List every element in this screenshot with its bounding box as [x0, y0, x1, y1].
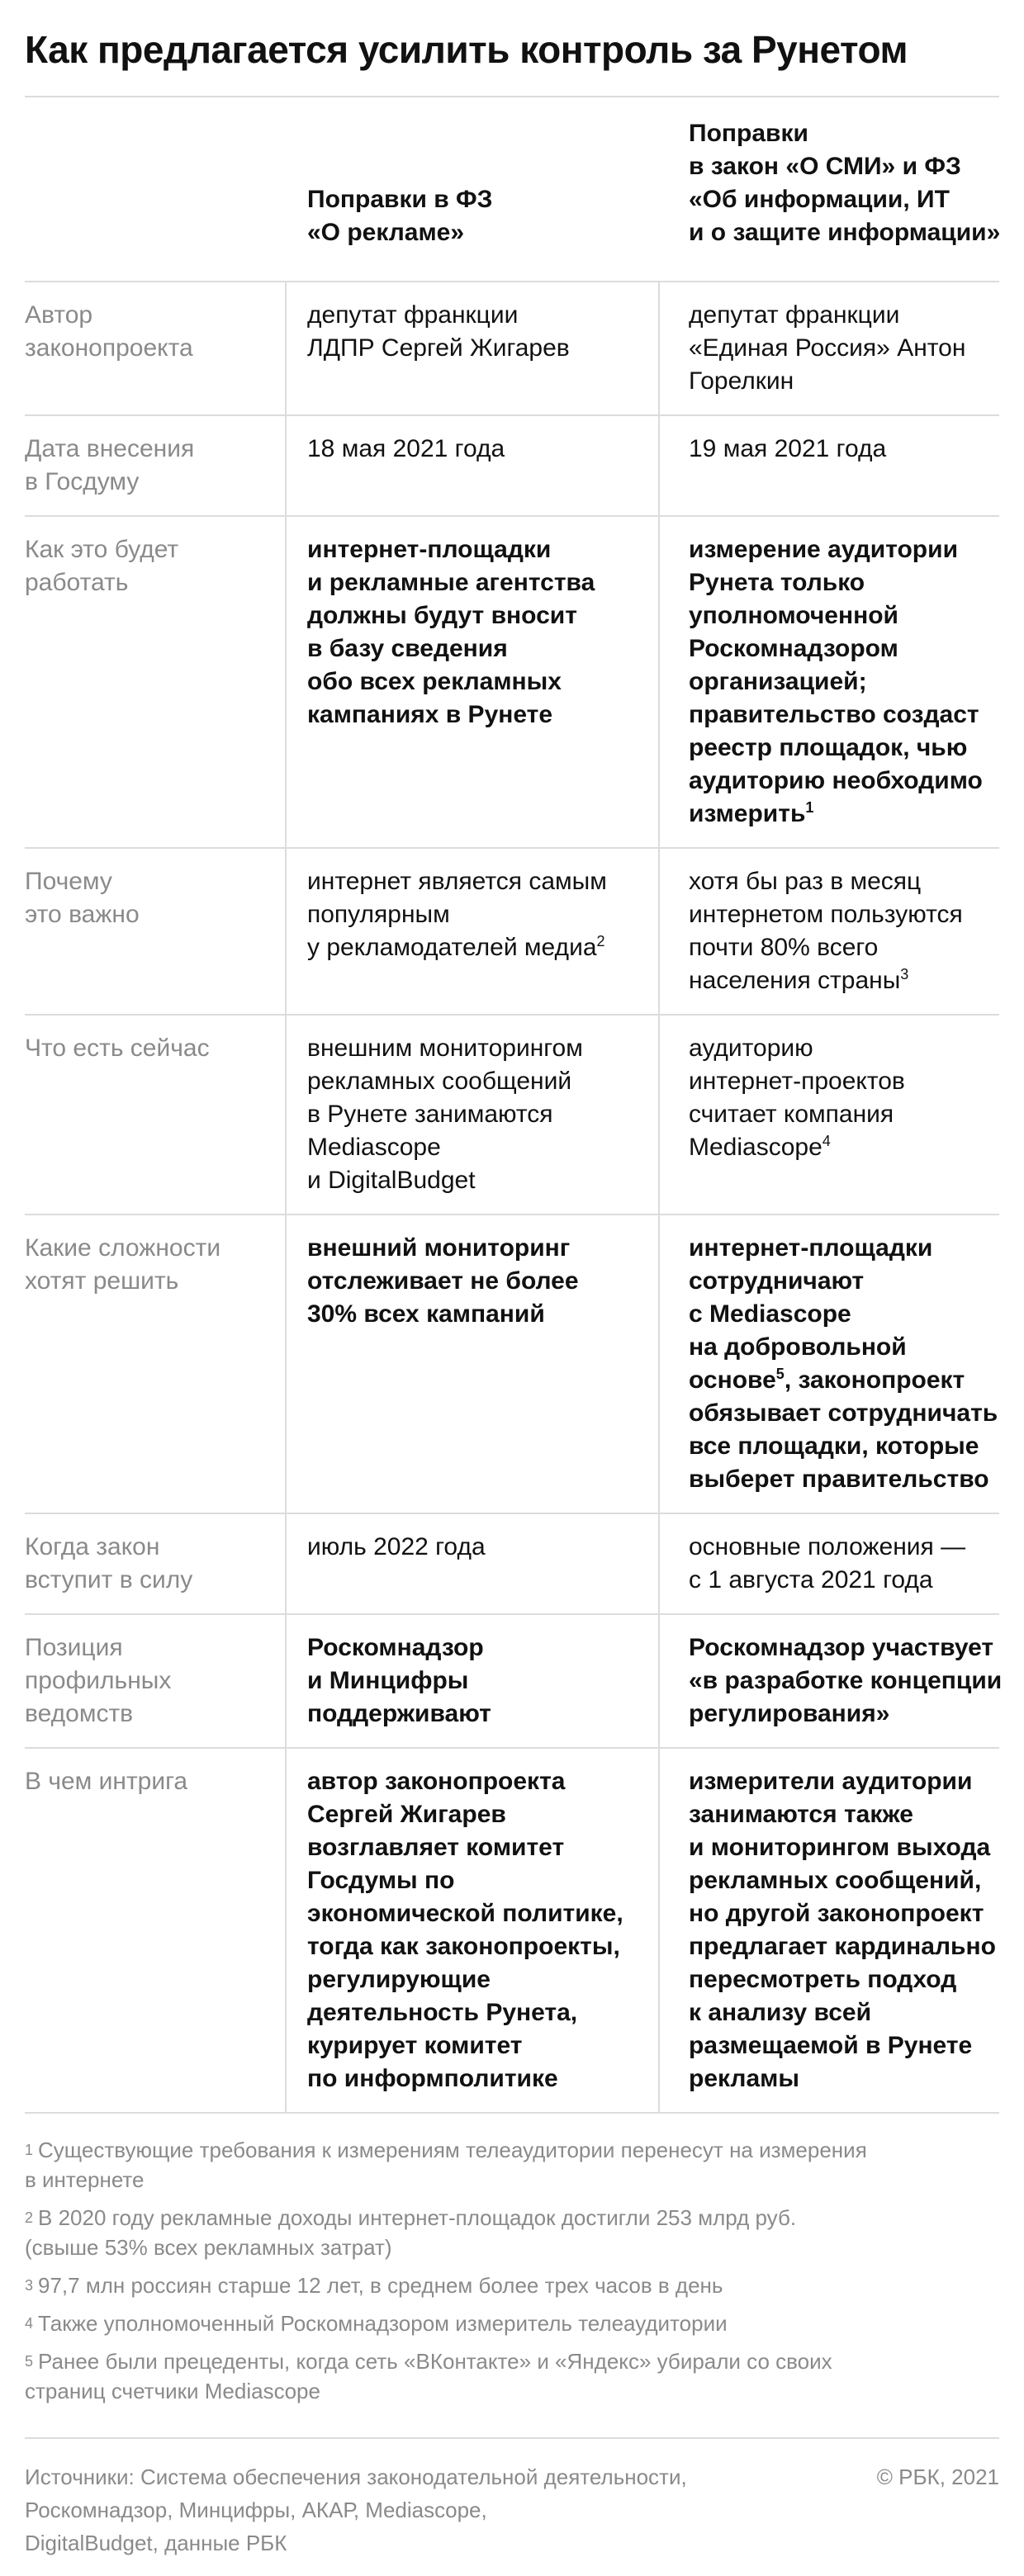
table-row: [25, 1014, 999, 1214]
footnote-text: 97,7 млн россиян старше 12 лет, в среднем более трех часов в день: [38, 2273, 723, 2298]
row-label: В чем интрига: [25, 1768, 188, 1795]
cell-advertising: [307, 865, 662, 964]
footnote-text: Ранее были прецеденты, когда сеть «ВКонтакте» и «Яндекс» убирали со своих страниц счетчики Mediascope: [25, 2349, 832, 2403]
cell-text-continued: , законопроект обязывает сотрудничать все площадки, которые выберет правительство: [689, 1366, 998, 1493]
sources: Источники: Система обеспечения законодательной деятельности, Роскомнадзор, Минцифры, АКАР, Mediascope, DigitalBudget, данные РБК: [25, 2465, 687, 2555]
footnote-ref: 2: [596, 933, 605, 949]
footnote-text: Существующие требования к измерениям телеаудитории перенесут на измерения в интернете: [25, 2138, 867, 2192]
footnote-text: Также уполномоченный Роскомнадзором измеритель телеаудитории: [38, 2311, 728, 2336]
cell-advertising: интернет-площадки и рекламные агентства должны будут вносит в базу сведения обо всех рекламных кампаниях в Рунете: [307, 536, 595, 728]
row-label: Дата внесения в Госдуму: [25, 435, 195, 495]
cell-media: [689, 533, 1024, 831]
cell-text: измерение аудитории Рунета только уполномоченной Роскомнадзором организацией; правительство создаст реестр площадок, чью аудиторию необходимо измерить: [689, 536, 983, 827]
cell-advertising: 18 мая 2021 года: [307, 435, 505, 462]
footnote-number: 5: [25, 2353, 34, 2370]
footnote: [25, 2135, 999, 2195]
footnote-number: 4: [25, 2315, 34, 2332]
cell-media: [689, 1232, 1024, 1496]
footnotes: [25, 2135, 999, 2414]
row-label: Позиция профильных ведомств: [25, 1634, 172, 1727]
cell-advertising: внешний мониторинг отслеживает не более 30% всех кампаний: [307, 1234, 579, 1328]
table-row: [25, 1613, 1003, 1747]
row-label: Как это будет работать: [25, 536, 179, 596]
cell-media: измерители аудитории занимаются также и мониторингом выхода рекламных сообщений, но другой законопроект предлагает кардинально пересмотреть подход к анализу всей размещаемой в Рунете рекламы: [689, 1768, 996, 2092]
footnote-ref: 5: [775, 1366, 785, 1382]
cell-text: интернет-площадки сотрудничают с Mediascope на добровольной основе: [689, 1234, 933, 1394]
footnote-ref: 3: [900, 966, 909, 983]
table-row: [25, 515, 999, 847]
row-label: Когда закон вступит в силу: [25, 1533, 193, 1593]
cell-advertising: автор законопроекта Сергей Жигарев возглавляет комитет Госдумы по экономической политике, тогда как законопроекты, регулирующие деятельность Рунета, курирует комитет по информполитике: [307, 1768, 623, 2092]
table-row: [25, 847, 999, 1014]
row-label: Почему это важно: [25, 868, 140, 928]
cell-media: 19 мая 2021 года: [689, 435, 887, 462]
footnote: [25, 2346, 999, 2406]
table-row: [25, 1513, 999, 1613]
footnote-number: 3: [25, 2277, 34, 2294]
cell-text: аудиторию интернет-проектов считает компания Mediascope: [689, 1035, 905, 1161]
footnote: [25, 2308, 999, 2338]
cell-text: хотя бы раз в месяц интернетом пользуются почти 80% всего населения страны: [689, 868, 963, 994]
footer-rule: [25, 2437, 999, 2439]
table-bottom-rule: [25, 2112, 999, 2114]
footnote: [25, 2271, 999, 2300]
cell-advertising: июль 2022 года: [307, 1533, 486, 1560]
comparison-table: [25, 96, 1003, 2114]
row-label: Автор законопроекта: [25, 301, 193, 362]
table-row: [25, 1214, 999, 1513]
cell-media: Роскомнадзор участвует «в разработке концепции регулирования»: [689, 1634, 1003, 1727]
page-title: Как предлагается усилить контроль за Рунетом: [25, 28, 908, 71]
footnote-number: 1: [25, 2142, 34, 2158]
cell-advertising: внешним мониторингом рекламных сообщений в Рунете занимаются Mediascope и DigitalBudget: [307, 1035, 583, 1194]
cell-media: [689, 1032, 1024, 1164]
cell-media: [689, 865, 1024, 997]
cell-media: депутат франкции «Единая Россия» Антон Горелкин: [689, 301, 966, 395]
cell-advertising: депутат франкции ЛДПР Сергей Жигарев: [307, 301, 570, 362]
footnote-text: В 2020 году рекламные доходы интернет-площадок достигли 253 млрд руб. (свыше 53% всех рекламных затрат): [25, 2205, 797, 2260]
footnote: [25, 2203, 999, 2262]
cell-media: основные положения — с 1 августа 2021 года: [689, 1533, 966, 1593]
table-row: [25, 414, 999, 515]
footnote-ref: 1: [805, 799, 814, 816]
column-header-media-law: Поправки в закон «О СМИ» и ФЗ «Об информации, ИТ и о защите информации»: [689, 120, 1001, 246]
footnote-number: 2: [25, 2209, 34, 2226]
copyright: © РБК, 2021: [876, 2465, 999, 2489]
footnote-ref: 4: [822, 1133, 831, 1149]
table-header: [25, 96, 999, 281]
row-label: Что есть сейчас: [25, 1035, 210, 1062]
column-header-advertising-law: Поправки в ФЗ «О рекламе»: [307, 186, 493, 246]
table-row: [25, 1747, 999, 2112]
table-row: [25, 281, 999, 414]
row-label: Какие сложности хотят решить: [25, 1234, 221, 1295]
cell-text: интернет является самым популярным у рекламодателей медиа: [307, 868, 607, 961]
cell-advertising: Роскомнадзор и Минцифры поддерживают: [307, 1634, 491, 1727]
